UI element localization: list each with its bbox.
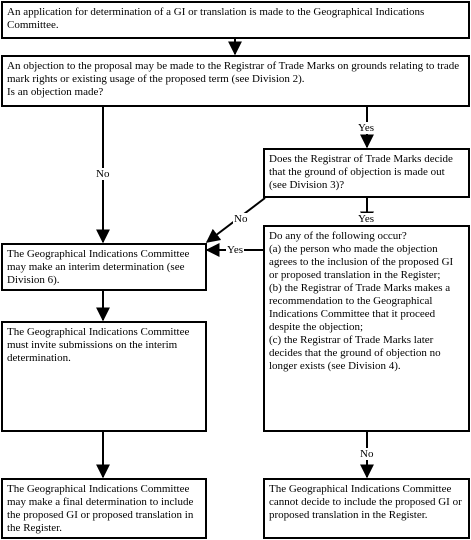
label-no-objection: No xyxy=(96,168,110,180)
cannot-box xyxy=(263,478,470,539)
final-box xyxy=(1,478,207,539)
submissions-box xyxy=(1,321,207,432)
label-yes-registrar: Yes xyxy=(358,213,375,225)
occur-intro: Do any of the following occur? xyxy=(269,230,407,242)
registrar-decide-text: Does the Registrar of Trade Marks decide that the ground of objection is made out (see Division 3)? xyxy=(269,153,453,191)
occur-c: (c) the Registrar of Trade Marks later decides that the ground of objection no longer exists (see Division 4). xyxy=(269,334,441,372)
cannot-text: The Geographical Indications Committee cannot decide to include the proposed GI or proposed translation in the Register. xyxy=(269,483,462,521)
occur-a: (a) the person who made the objection agrees to the inclusion of the proposed GI or proposed translation in the Register; xyxy=(269,243,454,281)
final-text: The Geographical Indications Committee may make a final determination to include the proposed GI or proposed translation in the Register. xyxy=(7,483,194,534)
occur-box xyxy=(263,225,470,432)
objection-box xyxy=(1,55,470,107)
label-no-occur: No xyxy=(360,448,374,460)
label-yes-occur: Yes xyxy=(227,244,244,256)
interim-box xyxy=(1,243,207,291)
label-yes-objection: Yes xyxy=(358,122,375,134)
occur-b: (b) the Registrar of Trade Marks makes a recommendation to the Geographical Indications Committee that it proceed despite the objection; xyxy=(269,282,451,333)
objection-question: Is an objection made? xyxy=(7,86,104,98)
interim-text: The Geographical Indications Committee may make an interim determination (see Division 6). xyxy=(7,248,190,286)
objection-text: An objection to the proposal may be made to the Registrar of Trade Marks on grounds relating to trade mark rights or existing usage of the proposed term (see Division 2). xyxy=(7,60,460,85)
submissions-text: The Geographical Indications Committee must invite submissions on the interim determination. xyxy=(7,326,190,364)
label-no-registrar: No xyxy=(234,213,248,225)
application-text: An application for determination of a GI or translation is made to the Geographical Indications Committee. xyxy=(7,6,425,31)
application-box xyxy=(1,1,470,39)
registrar-decide-box xyxy=(263,148,470,198)
